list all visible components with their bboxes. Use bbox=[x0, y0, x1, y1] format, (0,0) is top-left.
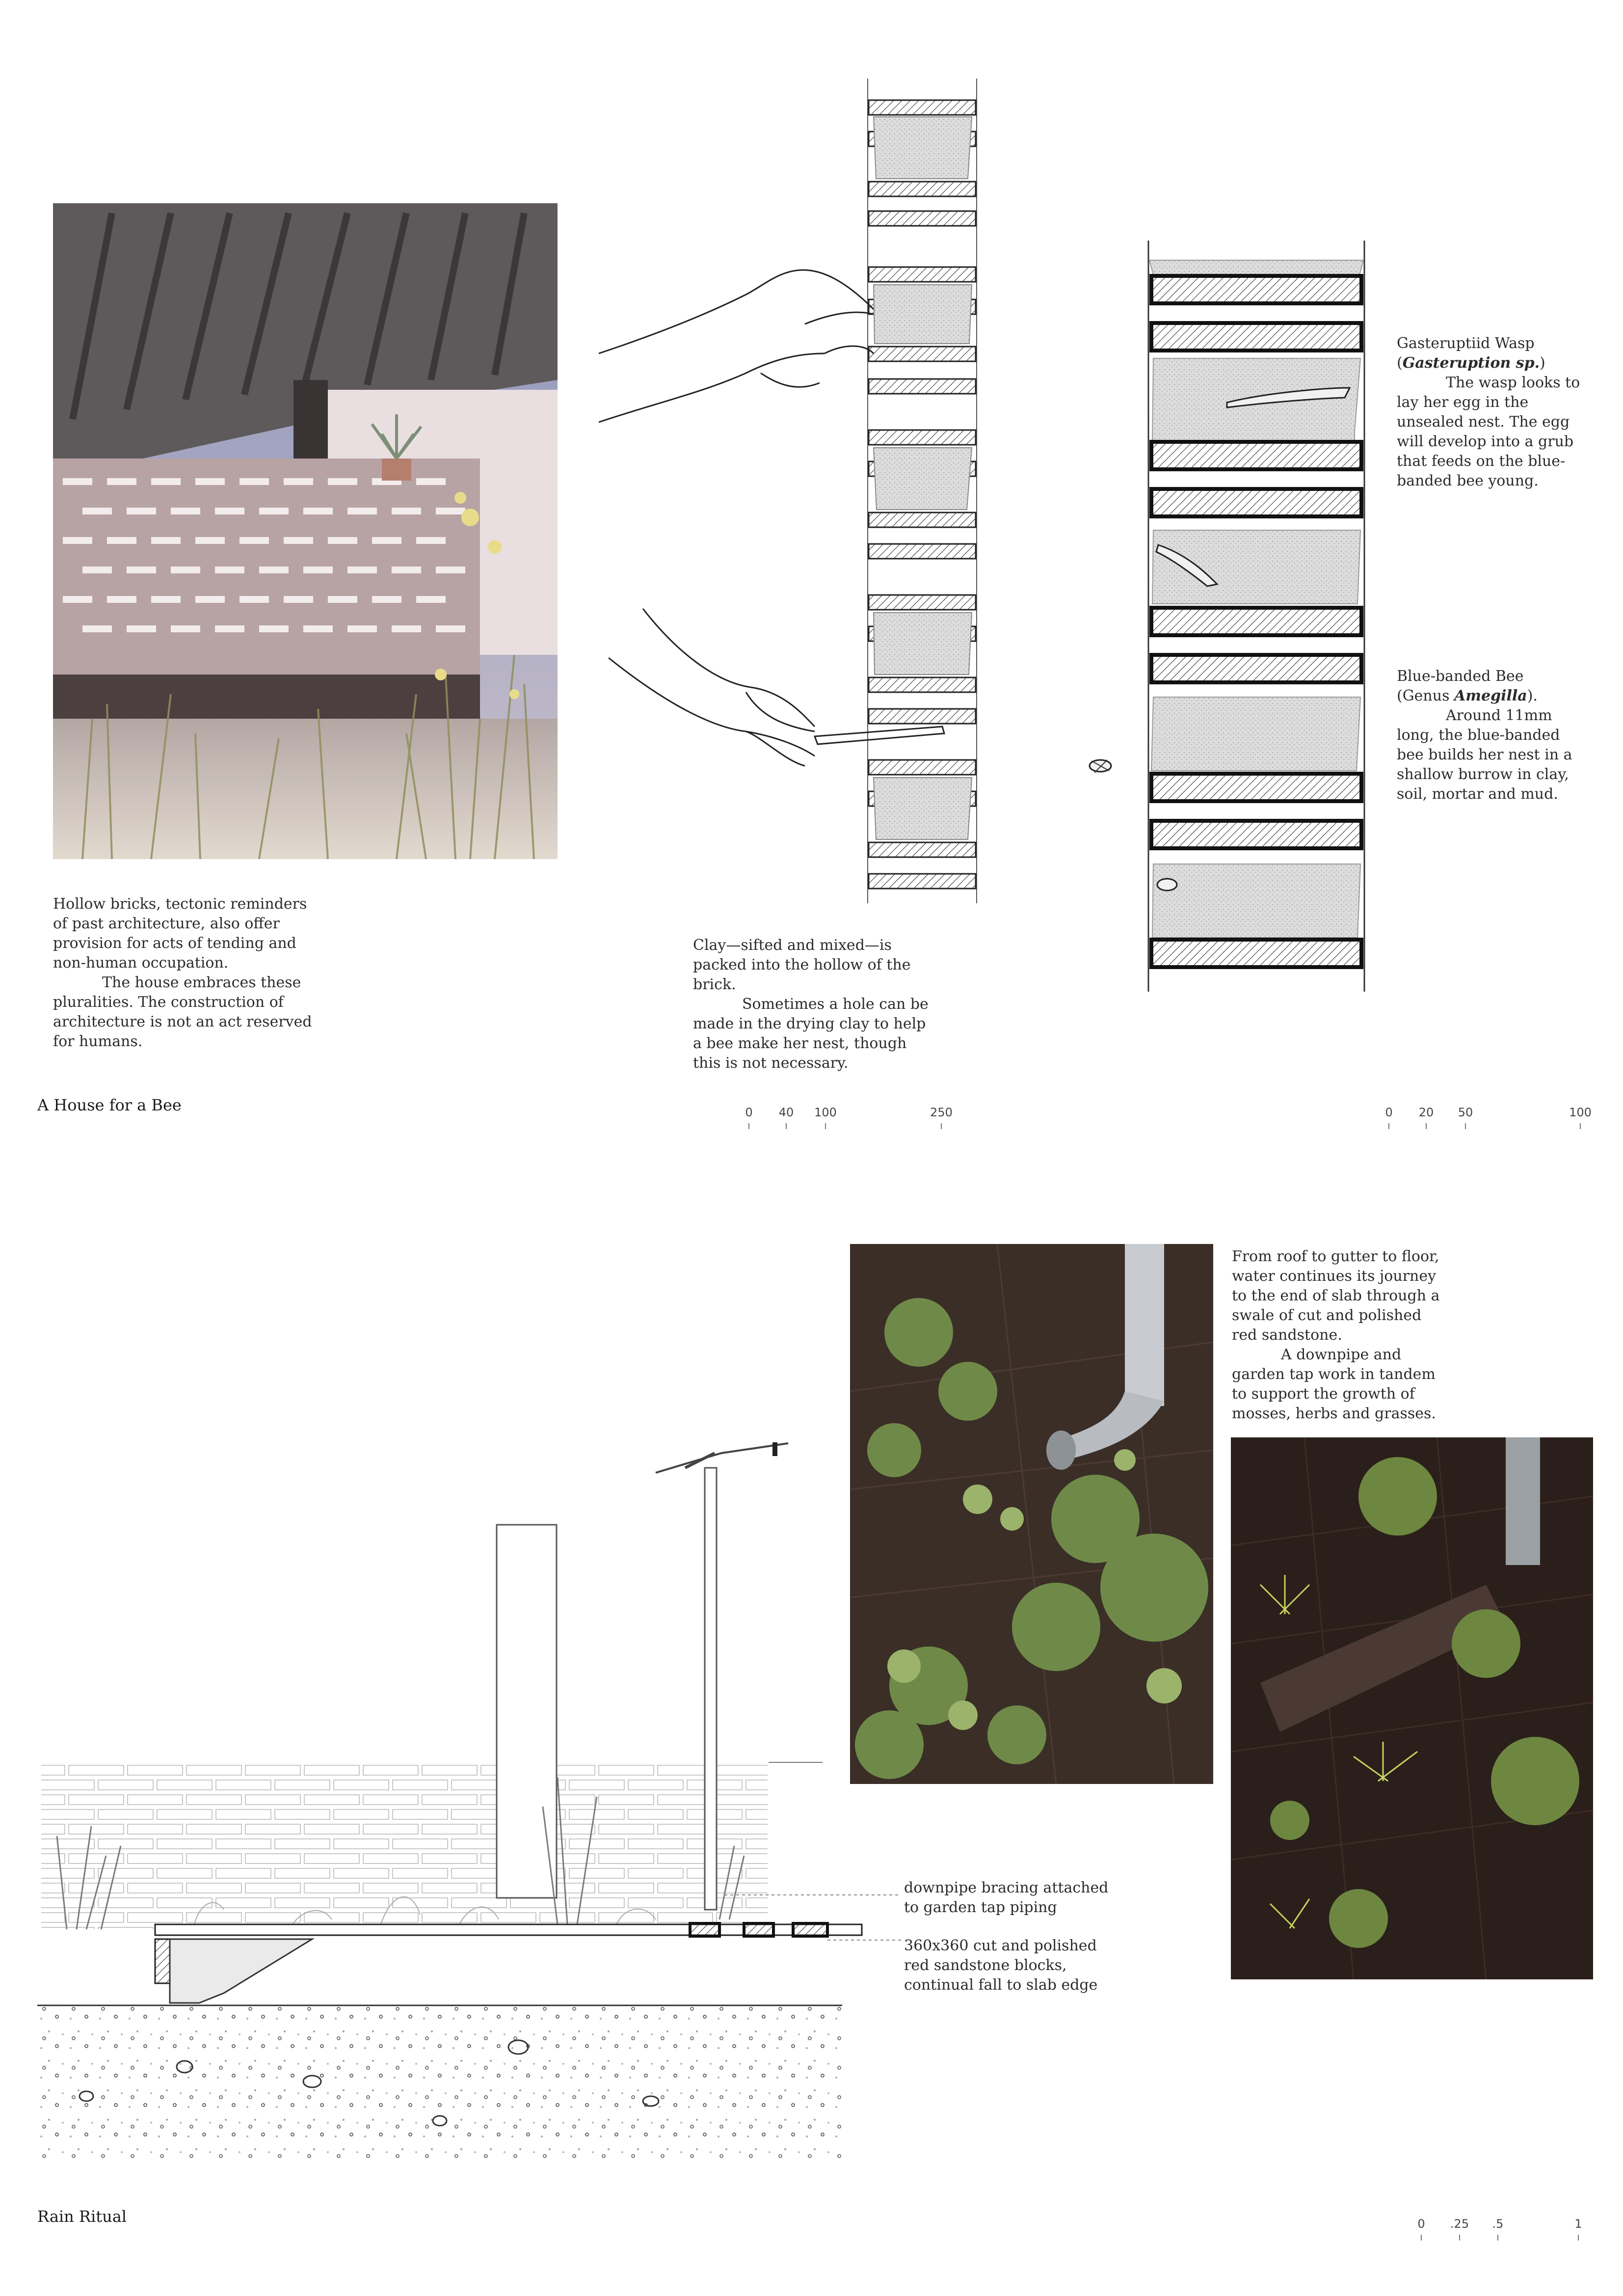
scale-left-tick-1: 40 bbox=[778, 1106, 794, 1119]
scale-left-tick-2: 100 bbox=[814, 1106, 837, 1119]
wasp-note bbox=[1397, 334, 1583, 491]
scale-bar-left bbox=[745, 1106, 953, 1135]
scale-right-tick-0: 0 bbox=[1385, 1106, 1393, 1119]
scale-bottom-tick-0: 0 bbox=[1417, 2217, 1425, 2231]
scale-right-tick-3: 100 bbox=[1569, 1106, 1592, 1119]
clay-caption-line2: Sometimes a hole can be made in the drying clay to help a bee make her nest, though this is not necessary. bbox=[693, 996, 929, 1072]
bee-note-title: Blue-banded Bee bbox=[1397, 668, 1524, 685]
wasp-note-title: Gasteruptiid Wasp bbox=[1397, 335, 1535, 352]
scale-bar-right bbox=[1385, 1106, 1592, 1135]
scale-left-tick-0: 0 bbox=[745, 1106, 753, 1119]
scale-bottom-tick-1: .25 bbox=[1450, 2217, 1469, 2231]
wasp-note-genus-line bbox=[1397, 353, 1583, 373]
sheet-two-title: Rain Ritual bbox=[37, 2207, 127, 2226]
hand-brick-section-drawing bbox=[599, 79, 991, 903]
brick-screen-photo bbox=[53, 203, 558, 859]
scale-right-tick-1: 20 bbox=[1418, 1106, 1434, 1119]
bee-note-genus-line bbox=[1397, 686, 1583, 706]
water-caption-line2: A downpipe and garden tap work in tandem to support the growth of mosses, herbs and grasses. bbox=[1232, 1346, 1436, 1422]
sandstone-annotation: 360x360 cut and polished red sandstone blocks, continual fall to slab edge bbox=[904, 1937, 1098, 1994]
wasp-note-body: The wasp looks to lay her egg in the unsealed nest. The egg will develop into a grub that feeds on the blue-banded bee young. bbox=[1397, 374, 1580, 489]
scale-bar-bottom bbox=[1417, 2217, 1583, 2246]
bee-genus-close: ). bbox=[1527, 687, 1538, 704]
clay-caption bbox=[693, 936, 938, 1073]
scale-left-tick-3: 250 bbox=[930, 1106, 953, 1119]
downpipe-annotation: downpipe bracing attached to garden tap piping bbox=[904, 1879, 1109, 1916]
brick-caption-line1: Hollow bricks, tectonic reminders of past architecture, also offer provision for acts of tending and non-human occupation. bbox=[53, 895, 307, 972]
downpipe-herbs-photo bbox=[850, 1244, 1213, 1784]
bee-genus: Amegilla bbox=[1454, 687, 1527, 704]
wasp-genus: Gasteruption sp. bbox=[1402, 354, 1540, 372]
wasp-genus-close: ) bbox=[1540, 354, 1545, 372]
sheet-one-title: A House for a Bee bbox=[37, 1096, 182, 1114]
water-caption-line1: From roof to gutter to floor, water continues its journey to the end of slab through a swale of cut and polished red sandstone. bbox=[1232, 1248, 1440, 1344]
wasp-genus-open: ( bbox=[1397, 354, 1403, 372]
sandstone-swale-photo bbox=[1231, 1437, 1593, 1979]
clay-caption-line1: Clay—sifted and mixed—is packed into the hollow of the brick. bbox=[693, 937, 911, 993]
bee-note bbox=[1397, 667, 1583, 804]
water-caption bbox=[1232, 1247, 1448, 1424]
scale-bottom-tick-2: .5 bbox=[1492, 2217, 1504, 2231]
bee-genus-open: (Genus bbox=[1397, 687, 1454, 704]
brick-caption-line2: The house embraces these pluralities. The construction of architecture is not an act reserved for humans. bbox=[53, 974, 312, 1050]
bee-note-body: Around 11mm long, the blue-banded bee builds her nest in a shallow burrow in clay, soil, mortar and mud. bbox=[1397, 707, 1572, 803]
scale-right-tick-2: 50 bbox=[1458, 1106, 1473, 1119]
rain-section-drawing bbox=[37, 1453, 862, 2160]
scale-bottom-tick-3: 1 bbox=[1574, 2217, 1582, 2231]
brick-caption bbox=[53, 894, 318, 1052]
nest-section-drawing bbox=[1060, 241, 1379, 992]
